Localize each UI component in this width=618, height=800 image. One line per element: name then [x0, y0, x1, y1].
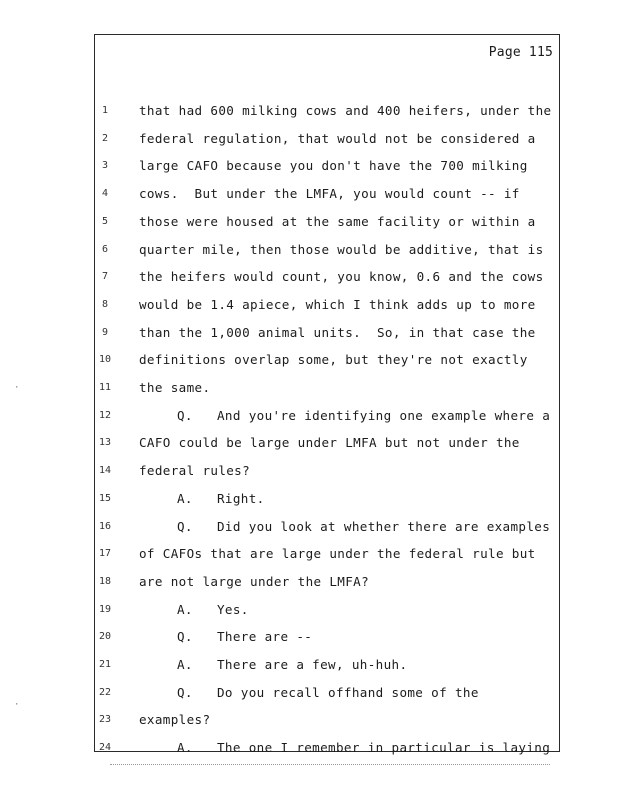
line-content: Right. — [217, 490, 265, 506]
line-text — [177, 600, 249, 620]
transcript-line — [95, 683, 561, 703]
line-content: of CAFOs that are large under the federal rule but — [139, 546, 536, 562]
line-text — [139, 710, 210, 730]
transcript-line — [95, 184, 561, 204]
line-number: 20 — [98, 631, 112, 643]
line-content: are not large under the LMFA? — [139, 573, 370, 589]
speaker-marker: Q. — [177, 407, 193, 423]
line-number: 8 — [101, 298, 109, 310]
margin-tick: · — [14, 383, 20, 393]
line-content: that had 600 milking cows and 400 heifers, under the — [139, 103, 552, 118]
line-number: 9 — [101, 326, 109, 338]
transcript-line — [95, 101, 561, 121]
speaker-marker: A. — [177, 657, 193, 672]
line-content: the same. — [139, 380, 211, 395]
line-content: There are -- — [217, 629, 313, 645]
transcript-line — [95, 600, 561, 620]
line-content: The one I remember in particular is laying — [217, 740, 551, 756]
line-number: 7 — [101, 271, 109, 283]
line-text — [177, 683, 479, 703]
line-number: 2 — [101, 132, 109, 144]
transcript-line — [95, 267, 561, 287]
line-content: definitions overlap some, but they're not exactly — [139, 352, 528, 368]
transcript-line — [95, 129, 561, 149]
line-text — [177, 489, 265, 509]
transcript-line — [95, 433, 561, 453]
line-number: 24 — [98, 742, 112, 754]
line-text — [139, 461, 250, 481]
transcript-line — [95, 572, 561, 592]
bottom-rule — [110, 764, 550, 765]
line-number: 16 — [98, 520, 112, 532]
line-number: 19 — [98, 603, 112, 615]
transcript-line — [95, 350, 561, 370]
line-number: 1 — [101, 105, 109, 116]
line-number: 4 — [101, 188, 109, 200]
line-number: 12 — [98, 409, 112, 421]
line-text — [177, 627, 312, 647]
transcript-line — [95, 655, 561, 675]
margin-tick: · — [14, 700, 20, 710]
line-number: 11 — [98, 382, 112, 393]
line-content: Do you recall offhand some of the — [217, 684, 479, 700]
transcript-page — [94, 34, 560, 756]
speaker-marker: Q. — [177, 629, 193, 645]
line-text — [139, 572, 369, 592]
transcript-line — [95, 295, 561, 315]
line-number: 21 — [98, 659, 112, 670]
speaker-marker: A. — [177, 601, 193, 617]
line-content: Did you look at whether there are examples — [217, 518, 551, 534]
line-text — [139, 267, 544, 287]
line-content: There are a few, uh-huh. — [217, 657, 408, 672]
line-text — [139, 433, 520, 453]
line-text — [139, 350, 528, 370]
line-text — [177, 517, 550, 537]
line-content: large CAFO because you don't have the 700 milking — [139, 158, 528, 174]
transcript-line — [95, 240, 561, 260]
line-text — [139, 544, 536, 564]
line-text — [177, 738, 550, 758]
line-text — [177, 655, 407, 675]
transcript-line — [95, 489, 561, 509]
transcript-line — [95, 156, 561, 176]
line-number: 5 — [101, 215, 109, 227]
transcript-line — [95, 212, 561, 232]
line-number: 23 — [98, 714, 112, 726]
line-content: federal rules? — [139, 463, 251, 479]
speaker-marker: Q. — [177, 518, 193, 534]
line-number: 22 — [98, 686, 112, 698]
line-number: 14 — [98, 465, 112, 477]
line-number: 6 — [101, 243, 109, 255]
line-content: federal regulation, that would not be considered a — [139, 130, 536, 146]
line-number: 13 — [98, 437, 112, 449]
transcript-line — [95, 323, 561, 343]
line-text — [139, 184, 520, 204]
line-content: the heifers would count, you know, 0.6 and the cows — [139, 269, 544, 285]
line-text — [177, 406, 550, 426]
line-text — [139, 378, 210, 398]
line-content: those were housed at the same facility or within a — [139, 213, 536, 229]
speaker-marker: Q. — [177, 684, 193, 700]
speaker-marker: A. — [177, 740, 193, 756]
line-text — [139, 156, 528, 176]
line-number: 18 — [98, 575, 112, 587]
line-content: than the 1,000 animal units. So, in that case the — [139, 324, 536, 340]
line-text — [139, 101, 551, 121]
line-number: 3 — [101, 160, 109, 172]
page-number: Page 115 — [488, 45, 553, 60]
transcript-line — [95, 406, 561, 426]
line-number: 10 — [98, 354, 112, 366]
transcript-line — [95, 544, 561, 564]
line-number: 15 — [98, 492, 112, 504]
line-text — [139, 295, 536, 315]
line-content: quarter mile, then those would be additive, that is — [139, 241, 544, 257]
line-text — [139, 240, 544, 260]
transcript-line — [95, 710, 561, 730]
line-content: CAFO could be large under LMFA but not under the — [139, 435, 520, 451]
line-text — [139, 129, 536, 149]
line-content: And you're identifying one example where a — [217, 407, 551, 423]
transcript-line — [95, 738, 561, 758]
transcript-line — [95, 378, 561, 398]
line-content: cows. But under the LMFA, you would count -- if — [139, 186, 520, 202]
line-content: would be 1.4 apiece, which I think adds up to more — [139, 296, 536, 312]
line-content: Yes. — [217, 601, 249, 617]
speaker-marker: A. — [177, 490, 193, 506]
transcript-line — [95, 627, 561, 647]
line-text — [139, 212, 536, 232]
line-number: 17 — [98, 548, 112, 560]
line-content: examples? — [139, 712, 211, 728]
line-text — [139, 323, 536, 343]
transcript-line — [95, 461, 561, 481]
transcript-line — [95, 517, 561, 537]
